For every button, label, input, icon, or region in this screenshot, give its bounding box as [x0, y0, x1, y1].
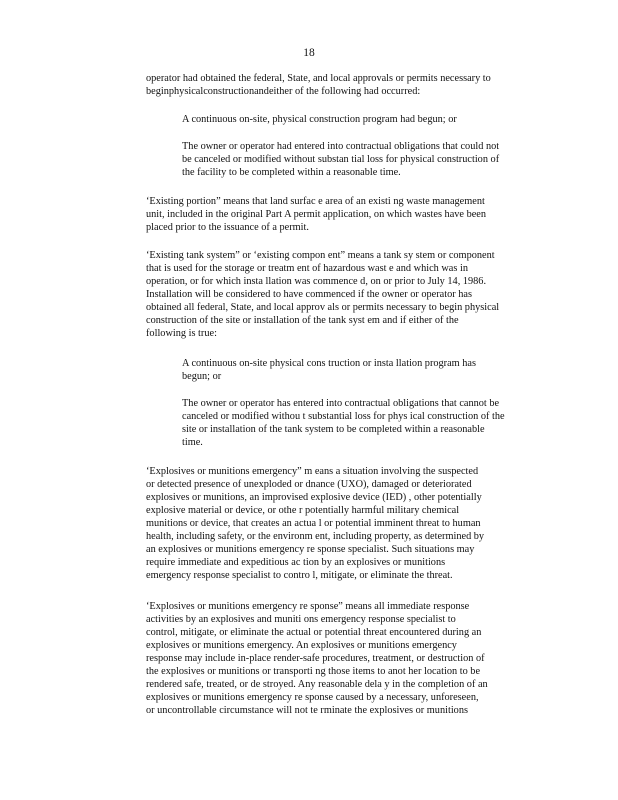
paragraph — [146, 465, 542, 582]
text-line: obtained all federal, State, and local approv als or permits necessary to begin physical — [146, 302, 500, 313]
text-line: begun; or — [182, 371, 222, 382]
text-line: time. — [182, 437, 203, 448]
text-line: explosives or munitions emergency. An explosives or munitions emergency — [146, 640, 457, 651]
text-line: the explosives or munitions or transporti ng those items to anot her location to be — [146, 666, 481, 677]
indented-paragraph — [182, 357, 542, 383]
paragraph — [146, 72, 542, 98]
text-line: require immediate and expeditious ac tion by an explosives or munitions — [146, 557, 446, 568]
paragraph — [146, 195, 542, 234]
text-line: or detected presence of unexploded or dnance (UXO), damaged or deteriorated — [146, 479, 472, 490]
text-line: Installation will be considered to have commenced if the owner or operator has — [146, 289, 472, 300]
text-line: be canceled or modified without substan tial loss for physical construction of — [182, 154, 500, 165]
text-line: construction of the site or installation of the tank syst em and if either of the — [146, 315, 459, 326]
text-line: munitions or device, that creates an actua l or potential imminent threat to human — [146, 518, 481, 529]
indented-paragraph — [182, 140, 542, 179]
text-line: explosives or munitions emergency re sponse caused by a necessary, unforeseen, — [146, 692, 479, 703]
text-line: response may include in-place render-safe procedures, treatment, or destruction of — [146, 653, 485, 664]
indented-paragraph — [182, 397, 542, 449]
text-line: The owner or operator had entered into contractual obligations that could not — [182, 141, 500, 152]
text-line: operation, or for which insta llation was commence d, on or prior to July 14, 1986. — [146, 276, 487, 287]
text-line: health, including safety, or the environm ent, including property, as determined by — [146, 531, 485, 542]
text-line: beginphysicalconstructionandeither of the following had occurred: — [146, 86, 421, 97]
text-line: an explosives or munitions emergency re sponse specialist. Such situations may — [146, 544, 475, 555]
text-line: canceled or modified withou t substantial loss for phys ical construction of the — [182, 411, 505, 422]
text-line: site or installation of the tank system to be completed within a reasonable — [182, 424, 485, 435]
paragraph — [146, 600, 542, 717]
text-line: A continuous on-site, physical construction program had begun; or — [182, 114, 457, 125]
text-line: ‘Explosives or munitions emergency” m eans a situation involving the suspected — [146, 466, 479, 477]
text-line: rendered safe, treated, or de stroyed. Any reasonable dela y in the completion of an — [146, 679, 488, 690]
text-line: or uncontrollable circumstance will not te rminate the explosives or munitions — [146, 705, 468, 716]
text-line: explosives or munitions, an improvised explosive device (IED) , other potentially — [146, 492, 482, 503]
text-line: placed prior to the issuance of a permit. — [146, 222, 309, 233]
text-line: operator had obtained the federal, State, and local approvals or permits necessary to — [146, 73, 491, 84]
indented-paragraph — [182, 113, 542, 126]
text-line: ‘Existing portion” means that land surfac e area of an existi ng waste management — [146, 196, 485, 207]
text-line: ‘Existing tank system” or ‘existing compon ent” means a tank sy stem or component — [146, 250, 495, 261]
text-line: A continuous on-site physical cons truction or insta llation program has — [182, 358, 476, 369]
text-line: The owner or operator has entered into contractual obligations that cannot be — [182, 398, 500, 409]
text-line: emergency response specialist to contro l, mitigate, or eliminate the threat. — [146, 570, 453, 581]
text-line: the facility to be completed within a reasonable time. — [182, 167, 401, 178]
text-line: following is true: — [146, 328, 217, 339]
text-line: explosive material or device, or othe r potentially harmful military chemical — [146, 505, 460, 516]
text-line: control, mitigate, or eliminate the actual or potential threat encountered during an — [146, 627, 482, 638]
text-line: ‘Explosives or munitions emergency re sponse” means all immediate response — [146, 601, 470, 612]
text-line: that is used for the storage or treatm ent of hazardous wast e and which was in — [146, 263, 468, 274]
paragraph — [146, 249, 542, 340]
page-number: 18 — [303, 47, 315, 59]
text-line: activities by an explosives and muniti ons emergency response specialist to — [146, 614, 456, 625]
text-line: unit, included in the original Part A permit application, on which wastes have been — [146, 209, 487, 220]
